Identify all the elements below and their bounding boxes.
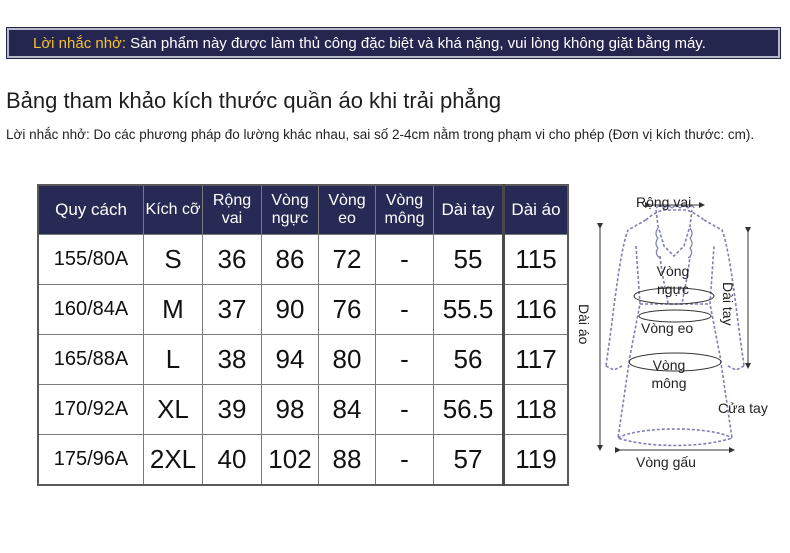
header-sleeve: Dài tay xyxy=(434,185,504,235)
cell-hip: - xyxy=(376,235,434,285)
notice-banner xyxy=(7,28,780,58)
cell-shoulder: 39 xyxy=(203,385,262,435)
cell-sleeve: 56.5 xyxy=(434,385,504,435)
header-hip xyxy=(376,185,434,235)
cell-sleeve: 55.5 xyxy=(434,285,504,335)
cell-waist: 76 xyxy=(319,285,376,335)
table-row xyxy=(38,435,568,486)
cell-hip: - xyxy=(376,285,434,335)
cell-size: M xyxy=(144,285,203,335)
header-waist xyxy=(319,185,376,235)
cell-waist: 80 xyxy=(319,335,376,385)
cell-sleeve: 56 xyxy=(434,335,504,385)
label-hem: Vòng gấu xyxy=(636,454,696,470)
cell-waist: 72 xyxy=(319,235,376,285)
table-row xyxy=(38,335,568,385)
cell-length: 116 xyxy=(504,285,569,335)
label-hip-text: Vòng mông xyxy=(651,357,687,391)
cell-spec: 170/92A xyxy=(38,385,144,435)
cell-size: L xyxy=(144,335,203,385)
label-shoulder: Rộng vai xyxy=(636,194,692,210)
cell-waist: 84 xyxy=(319,385,376,435)
header-waist-label: Vòng eo xyxy=(328,192,366,227)
label-cuff: Cửa tay xyxy=(718,400,768,416)
label-sleeve: Dài tay xyxy=(720,282,736,326)
header-shoulder xyxy=(203,185,262,235)
header-hip-label: Vòng mông xyxy=(384,192,425,227)
collar-ruffle xyxy=(656,206,694,258)
label-waist: Vòng eo xyxy=(641,320,694,336)
cell-length: 117 xyxy=(504,335,569,385)
table-row xyxy=(38,285,568,335)
cell-sleeve: 57 xyxy=(434,435,504,486)
cell-shoulder: 40 xyxy=(203,435,262,486)
label-chest xyxy=(650,262,696,298)
label-length: Dài áo xyxy=(576,304,592,345)
cell-size: S xyxy=(144,235,203,285)
notice-label: Lời nhắc nhở: xyxy=(33,34,127,52)
notice-text: Sản phẩm này được làm thủ công đặc biệt và khá nặng, vui lòng không giặt bằng máy. xyxy=(130,34,706,52)
cell-chest: 94 xyxy=(262,335,319,385)
cell-sleeve: 55 xyxy=(434,235,504,285)
cell-shoulder: 37 xyxy=(203,285,262,335)
cell-hip: - xyxy=(376,335,434,385)
cell-length: 119 xyxy=(504,435,569,486)
cell-shoulder: 38 xyxy=(203,335,262,385)
cell-spec: 155/80A xyxy=(38,235,144,285)
cell-chest: 90 xyxy=(262,285,319,335)
cell-hip: - xyxy=(376,435,434,486)
cell-shoulder: 36 xyxy=(203,235,262,285)
page-title: Bảng tham khảo kích thước quần áo khi trải phẳng xyxy=(6,88,502,113)
garment-measurement-diagram xyxy=(578,186,790,478)
header-shoulder-label: Rộng vai xyxy=(212,192,252,227)
page-subtitle: Lời nhắc nhở: Do các phương pháp đo lường khác nhau, sai số 2-4cm nằm trong phạm vi cho phép (Đơn vị kích thước: cm). xyxy=(6,127,755,142)
cell-size: 2XL xyxy=(144,435,203,486)
cell-chest: 86 xyxy=(262,235,319,285)
cell-chest: 102 xyxy=(262,435,319,486)
header-size: Kích cỡ xyxy=(144,185,203,235)
size-table xyxy=(37,184,569,486)
cell-spec: 175/96A xyxy=(38,435,144,486)
table-header-row xyxy=(38,185,568,235)
cell-length: 115 xyxy=(504,235,569,285)
cell-spec: 165/88A xyxy=(38,335,144,385)
label-chest-text: Vòng ngực xyxy=(656,263,690,297)
header-chest xyxy=(262,185,319,235)
header-spec: Quy cách xyxy=(38,185,144,235)
cell-spec: 160/84A xyxy=(38,285,144,335)
cell-hip: - xyxy=(376,385,434,435)
table-row xyxy=(38,385,568,435)
cell-length: 118 xyxy=(504,385,569,435)
cell-waist: 88 xyxy=(319,435,376,486)
header-length: Dài áo xyxy=(504,185,569,235)
cell-size: XL xyxy=(144,385,203,435)
cell-chest: 98 xyxy=(262,385,319,435)
table-row xyxy=(38,235,568,285)
header-chest-label: Vòng ngực xyxy=(271,192,309,227)
label-hip xyxy=(646,356,692,392)
